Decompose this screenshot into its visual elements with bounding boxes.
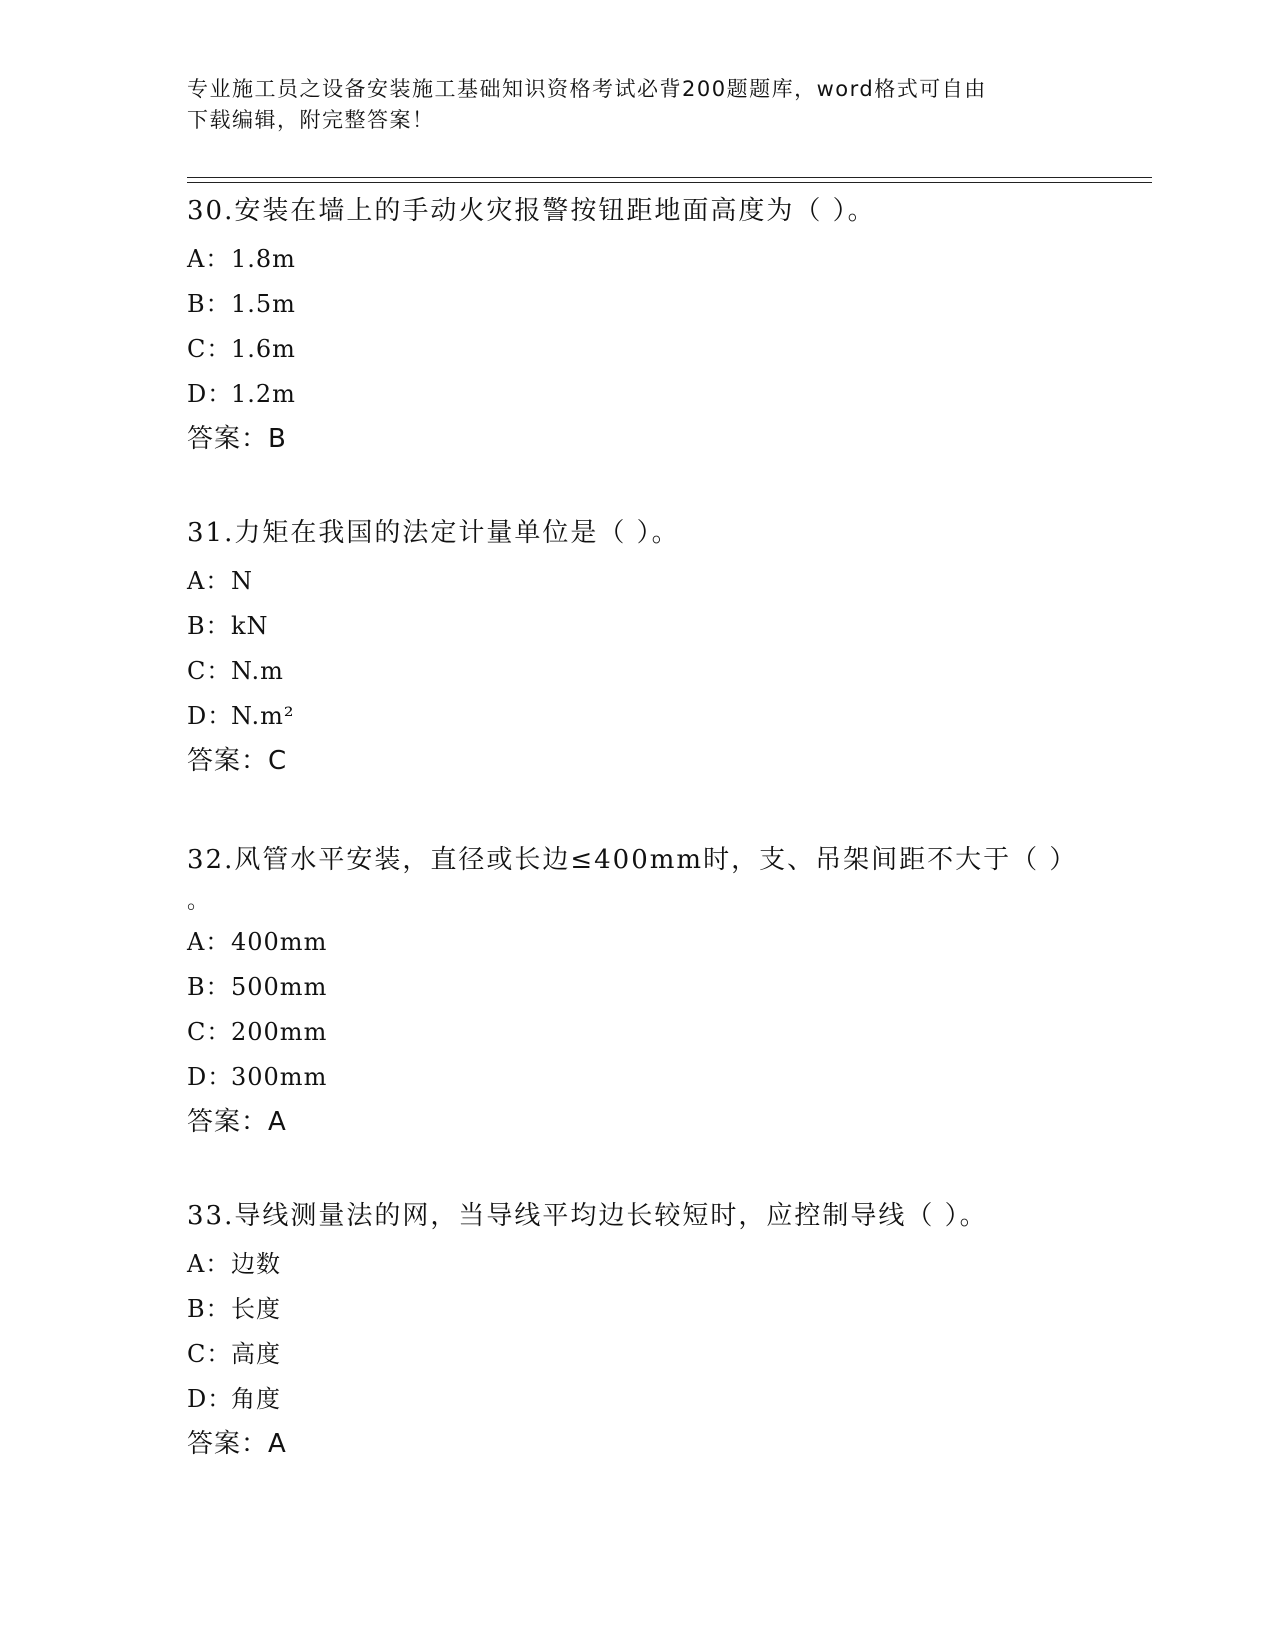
option-letter: D： [187, 702, 233, 730]
option-b [187, 1287, 1087, 1332]
question-stem: 30.安装在墙上的手动火灾报警按钮距地面高度为（ ）。 [187, 196, 876, 226]
header-line-1: 专业施工员之设备安装施工基础知识资格考试必背200题题库，word格式可自由 [187, 77, 987, 101]
header-line-2: 下载编辑，附完整答案！ [187, 108, 435, 132]
option-a [187, 1242, 1087, 1287]
option-b [187, 282, 1087, 327]
document-header [187, 74, 1067, 136]
option-text: N.m [231, 657, 284, 685]
option-letter: B： [187, 973, 231, 1001]
option-c [187, 649, 1087, 694]
option-text: 400mm [231, 928, 328, 956]
option-c [187, 327, 1087, 372]
option-d [187, 372, 1087, 417]
option-letter: A： [187, 567, 231, 595]
answer-line: 答案：A [187, 1107, 287, 1137]
option-d [187, 1377, 1087, 1422]
question-stem: 33.导线测量法的网，当导线平均边长较短时，应控制导线（ ）。 [187, 1201, 988, 1231]
question-33 [187, 1197, 1087, 1466]
option-text: 300mm [231, 1063, 328, 1091]
option-letter: D： [187, 380, 233, 408]
option-a [187, 559, 1087, 604]
option-text: 高度 [231, 1340, 281, 1368]
option-b [187, 965, 1087, 1010]
option-text: 1.8m [231, 245, 296, 273]
option-a [187, 237, 1087, 282]
option-text: kN [231, 612, 269, 640]
header-rule-bottom [187, 182, 1152, 183]
question-list [187, 192, 1087, 1519]
option-d [187, 1055, 1087, 1100]
option-letter: C： [187, 1340, 232, 1368]
option-letter: B： [187, 290, 231, 318]
option-letter: C： [187, 657, 232, 685]
option-c [187, 1332, 1087, 1377]
question-30 [187, 192, 1087, 461]
option-text: 长度 [231, 1295, 281, 1323]
answer-line: 答案：C [187, 746, 288, 776]
question-31 [187, 514, 1087, 783]
option-text: 边数 [231, 1250, 281, 1278]
question-32 [187, 836, 1087, 1144]
option-c [187, 1010, 1087, 1055]
answer-line: 答案：B [187, 424, 287, 454]
option-letter: A： [187, 245, 231, 273]
option-d [187, 694, 1087, 739]
option-b [187, 604, 1087, 649]
question-stem: 31.力矩在我国的法定计量单位是（ ）。 [187, 518, 680, 548]
option-letter: C： [187, 1018, 232, 1046]
option-text: 1.5m [231, 290, 296, 318]
option-letter: B： [187, 612, 231, 640]
option-letter: C： [187, 335, 232, 363]
question-stem-text: 32.风管水平安装，直径或长边≤400mm时，支、吊架间距不大于（ ） [187, 845, 1078, 875]
option-letter: A： [187, 928, 231, 956]
option-text: N [231, 567, 253, 595]
answer-line: 答案：A [187, 1429, 287, 1459]
option-text: 500mm [231, 973, 328, 1001]
option-text: 200mm [231, 1018, 328, 1046]
question-stem [187, 836, 1087, 920]
option-letter: A： [187, 1250, 231, 1278]
option-text: 1.2m [231, 380, 296, 408]
option-letter: D： [187, 1385, 233, 1413]
option-letter: B： [187, 1295, 231, 1323]
option-letter: D： [187, 1063, 233, 1091]
option-a [187, 920, 1087, 965]
option-text: 角度 [231, 1385, 281, 1413]
question-stem-continuation: 。 [187, 889, 212, 914]
option-text: N.m² [231, 702, 295, 730]
header-rule-top [187, 177, 1152, 178]
option-text: 1.6m [231, 335, 296, 363]
